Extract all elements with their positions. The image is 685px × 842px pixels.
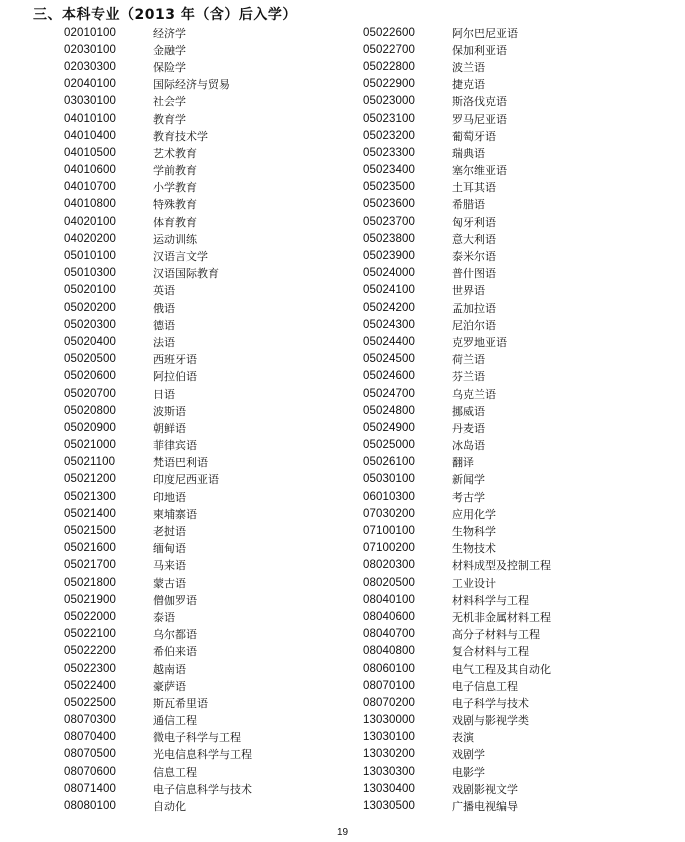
major-code: 02030100 bbox=[64, 43, 116, 56]
major-code: 08070100 bbox=[363, 679, 415, 692]
major-code: 08070200 bbox=[363, 696, 415, 709]
major-name: 塞尔维亚语 bbox=[452, 164, 507, 178]
major-name: 斯洛伐克语 bbox=[452, 95, 507, 109]
major-name: 德语 bbox=[153, 318, 175, 332]
major-row bbox=[64, 712, 252, 729]
major-name: 僧伽罗语 bbox=[153, 593, 197, 607]
major-code: 05024800 bbox=[363, 404, 415, 417]
major-name: 电气工程及其自动化 bbox=[452, 662, 551, 676]
major-row bbox=[64, 591, 252, 608]
major-row bbox=[363, 58, 551, 75]
page-number: 19 bbox=[336, 827, 349, 838]
major-code: 04010600 bbox=[64, 164, 116, 177]
major-name: 柬埔寨语 bbox=[153, 507, 197, 521]
major-row bbox=[363, 437, 551, 454]
major-name: 挪威语 bbox=[452, 404, 485, 418]
major-code: 05024500 bbox=[363, 353, 415, 366]
major-name: 材料科学与工程 bbox=[452, 593, 529, 607]
major-row bbox=[363, 712, 551, 729]
major-name: 无机非金属材料工程 bbox=[452, 610, 551, 624]
major-name: 冰岛语 bbox=[452, 439, 485, 453]
major-row bbox=[64, 144, 252, 161]
major-row bbox=[64, 677, 252, 694]
major-row bbox=[64, 729, 252, 746]
major-code: 05024000 bbox=[363, 267, 415, 280]
major-name: 艺术教育 bbox=[153, 146, 197, 160]
major-code: 02040100 bbox=[64, 78, 116, 91]
major-row bbox=[363, 419, 551, 436]
major-name: 世界语 bbox=[452, 284, 485, 298]
major-code: 05021300 bbox=[64, 490, 116, 503]
major-code: 05023000 bbox=[363, 95, 415, 108]
major-code: 05021700 bbox=[64, 559, 116, 572]
major-code: 08080100 bbox=[64, 800, 116, 813]
major-name: 阿尔巴尼亚语 bbox=[452, 26, 518, 40]
major-row bbox=[64, 24, 252, 41]
major-code: 05022100 bbox=[64, 628, 116, 641]
major-code: 05023100 bbox=[363, 112, 415, 125]
major-row bbox=[363, 505, 551, 522]
major-row bbox=[363, 144, 551, 161]
major-row bbox=[363, 230, 551, 247]
major-code: 05023900 bbox=[363, 250, 415, 263]
major-code: 04020100 bbox=[64, 215, 116, 228]
major-row bbox=[363, 110, 551, 127]
major-name: 菲律宾语 bbox=[153, 439, 197, 453]
major-name: 戏剧与影视学类 bbox=[452, 714, 529, 728]
major-name: 法语 bbox=[153, 335, 175, 349]
major-code: 07100200 bbox=[363, 542, 415, 555]
major-name: 国际经济与贸易 bbox=[153, 78, 230, 92]
major-code: 05026100 bbox=[363, 456, 415, 469]
major-code: 05021800 bbox=[64, 576, 116, 589]
major-row bbox=[64, 333, 252, 350]
major-code: 08060100 bbox=[363, 662, 415, 675]
major-row bbox=[64, 368, 252, 385]
major-code: 05022900 bbox=[363, 78, 415, 91]
major-row bbox=[363, 660, 551, 677]
major-row bbox=[64, 282, 252, 299]
major-name: 匈牙利语 bbox=[452, 215, 496, 229]
major-code: 05021200 bbox=[64, 473, 116, 486]
major-code: 05020600 bbox=[64, 370, 116, 383]
major-code: 02030300 bbox=[64, 60, 116, 73]
major-name: 克罗地亚语 bbox=[452, 335, 507, 349]
major-name: 泰语 bbox=[153, 610, 175, 624]
major-code: 05022800 bbox=[363, 60, 415, 73]
page-title: 三、本科专业（2013 年（含）后入学） bbox=[33, 7, 297, 23]
major-row bbox=[64, 574, 252, 591]
major-row bbox=[363, 385, 551, 402]
major-row bbox=[64, 265, 252, 282]
major-code: 08020500 bbox=[363, 576, 415, 589]
major-row bbox=[64, 127, 252, 144]
major-row bbox=[64, 746, 252, 763]
major-name: 汉语言文学 bbox=[153, 250, 208, 264]
major-row bbox=[363, 729, 551, 746]
major-name: 金融学 bbox=[153, 43, 186, 57]
major-code: 08040800 bbox=[363, 645, 415, 658]
major-name: 保险学 bbox=[153, 60, 186, 74]
major-row bbox=[363, 591, 551, 608]
major-row bbox=[363, 608, 551, 625]
major-row bbox=[363, 282, 551, 299]
major-row bbox=[64, 316, 252, 333]
major-name: 生物科学 bbox=[452, 525, 496, 539]
major-name: 蒙古语 bbox=[153, 576, 186, 590]
major-name: 波兰语 bbox=[452, 60, 485, 74]
major-row bbox=[64, 110, 252, 127]
major-row bbox=[64, 213, 252, 230]
major-name: 电子科学与技术 bbox=[452, 696, 529, 710]
major-row bbox=[363, 127, 551, 144]
major-name: 土耳其语 bbox=[452, 181, 496, 195]
major-name: 西班牙语 bbox=[153, 353, 197, 367]
major-name: 微电子科学与工程 bbox=[153, 731, 241, 745]
major-code: 05021600 bbox=[64, 542, 116, 555]
major-code: 08070300 bbox=[64, 714, 116, 727]
major-code: 05023200 bbox=[363, 129, 415, 142]
major-name: 朝鲜语 bbox=[153, 421, 186, 435]
major-row bbox=[363, 247, 551, 264]
major-name: 运动训练 bbox=[153, 232, 197, 246]
major-row bbox=[64, 557, 252, 574]
major-code: 08070500 bbox=[64, 748, 116, 761]
major-row bbox=[363, 677, 551, 694]
major-row bbox=[64, 471, 252, 488]
major-row bbox=[64, 162, 252, 179]
major-name: 工业设计 bbox=[452, 576, 496, 590]
major-row bbox=[363, 746, 551, 763]
major-name: 教育技术学 bbox=[153, 129, 208, 143]
major-name: 广播电视编导 bbox=[452, 800, 518, 814]
major-name: 小学教育 bbox=[153, 181, 197, 195]
major-code: 04010500 bbox=[64, 146, 116, 159]
major-row bbox=[363, 694, 551, 711]
major-name: 电影学 bbox=[452, 765, 485, 779]
major-code: 05023300 bbox=[363, 146, 415, 159]
major-code: 08040100 bbox=[363, 593, 415, 606]
major-name: 汉语国际教育 bbox=[153, 267, 219, 281]
major-code: 05020300 bbox=[64, 318, 116, 331]
major-code: 05020100 bbox=[64, 284, 116, 297]
major-code: 13030300 bbox=[363, 765, 415, 778]
major-row bbox=[363, 333, 551, 350]
major-name: 荷兰语 bbox=[452, 353, 485, 367]
major-row bbox=[64, 797, 252, 814]
major-name: 葡萄牙语 bbox=[452, 129, 496, 143]
major-row bbox=[363, 368, 551, 385]
major-name: 越南语 bbox=[153, 662, 186, 676]
major-row bbox=[64, 351, 252, 368]
major-name: 希腊语 bbox=[452, 198, 485, 212]
major-name: 高分子材料与工程 bbox=[452, 628, 540, 642]
major-name: 特殊教育 bbox=[153, 198, 197, 212]
major-code: 07030200 bbox=[363, 507, 415, 520]
major-code: 08070400 bbox=[64, 731, 116, 744]
major-name: 新闻学 bbox=[452, 473, 485, 487]
major-code: 13030100 bbox=[363, 731, 415, 744]
major-code: 05022300 bbox=[64, 662, 116, 675]
major-name: 马来语 bbox=[153, 559, 186, 573]
major-code: 13030200 bbox=[363, 748, 415, 761]
major-code: 05022400 bbox=[64, 679, 116, 692]
major-name: 体育教育 bbox=[153, 215, 197, 229]
major-code: 05023400 bbox=[363, 164, 415, 177]
major-name: 希伯来语 bbox=[153, 645, 197, 659]
major-name: 老挝语 bbox=[153, 525, 186, 539]
major-name: 瑞典语 bbox=[452, 146, 485, 160]
major-code: 05022600 bbox=[363, 26, 415, 39]
major-row bbox=[64, 385, 252, 402]
major-row bbox=[363, 24, 551, 41]
major-row bbox=[363, 557, 551, 574]
major-row bbox=[363, 41, 551, 58]
major-code: 08020300 bbox=[363, 559, 415, 572]
major-row bbox=[64, 660, 252, 677]
major-row bbox=[64, 179, 252, 196]
major-code: 05021000 bbox=[64, 439, 116, 452]
major-code: 05021100 bbox=[64, 456, 116, 469]
major-code: 13030400 bbox=[363, 782, 415, 795]
major-name: 罗马尼亚语 bbox=[452, 112, 507, 126]
major-row bbox=[363, 162, 551, 179]
major-row bbox=[64, 540, 252, 557]
major-code: 13030500 bbox=[363, 800, 415, 813]
major-code: 05022000 bbox=[64, 610, 116, 623]
major-name: 考古学 bbox=[452, 490, 485, 504]
major-name: 孟加拉语 bbox=[452, 301, 496, 315]
major-code: 05020400 bbox=[64, 335, 116, 348]
major-row bbox=[363, 76, 551, 93]
major-name: 梵语巴利语 bbox=[153, 456, 208, 470]
major-name: 应用化学 bbox=[452, 507, 496, 521]
major-code: 05021500 bbox=[64, 525, 116, 538]
major-code: 13030000 bbox=[363, 714, 415, 727]
major-row bbox=[363, 643, 551, 660]
major-row bbox=[363, 626, 551, 643]
major-row bbox=[64, 419, 252, 436]
major-code: 05024300 bbox=[363, 318, 415, 331]
major-row bbox=[363, 540, 551, 557]
major-row bbox=[64, 522, 252, 539]
major-row bbox=[64, 230, 252, 247]
major-name: 复合材料与工程 bbox=[452, 645, 529, 659]
major-code: 05021900 bbox=[64, 593, 116, 606]
major-code: 06010300 bbox=[363, 490, 415, 503]
major-name: 光电信息科学与工程 bbox=[153, 748, 252, 762]
major-name: 印地语 bbox=[153, 490, 186, 504]
major-code: 05024100 bbox=[363, 284, 415, 297]
major-row bbox=[64, 763, 252, 780]
major-name: 教育学 bbox=[153, 112, 186, 126]
major-name: 保加利亚语 bbox=[452, 43, 507, 57]
major-row bbox=[363, 763, 551, 780]
major-name: 缅甸语 bbox=[153, 542, 186, 556]
major-code: 05020800 bbox=[64, 404, 116, 417]
major-code: 05023500 bbox=[363, 181, 415, 194]
major-row bbox=[363, 316, 551, 333]
major-name: 翻译 bbox=[452, 456, 474, 470]
major-code: 05023700 bbox=[363, 215, 415, 228]
major-row bbox=[64, 626, 252, 643]
major-code: 04020200 bbox=[64, 232, 116, 245]
major-code: 07100100 bbox=[363, 525, 415, 538]
major-row bbox=[363, 213, 551, 230]
major-name: 材料成型及控制工程 bbox=[452, 559, 551, 573]
major-code: 05024400 bbox=[363, 335, 415, 348]
major-name: 经济学 bbox=[153, 26, 186, 40]
major-row bbox=[64, 694, 252, 711]
major-name: 芬兰语 bbox=[452, 370, 485, 384]
major-code: 05020900 bbox=[64, 421, 116, 434]
major-code: 05020200 bbox=[64, 301, 116, 314]
major-row bbox=[363, 574, 551, 591]
major-code: 05022700 bbox=[363, 43, 415, 56]
major-code: 04010800 bbox=[64, 198, 116, 211]
major-name: 生物技术 bbox=[452, 542, 496, 556]
major-row bbox=[363, 454, 551, 471]
major-code: 05023600 bbox=[363, 198, 415, 211]
major-row bbox=[64, 76, 252, 93]
major-name: 泰米尔语 bbox=[452, 250, 496, 264]
major-row bbox=[363, 488, 551, 505]
major-row bbox=[363, 196, 551, 213]
major-code: 04010400 bbox=[64, 129, 116, 142]
major-row bbox=[363, 351, 551, 368]
major-row bbox=[363, 522, 551, 539]
major-row bbox=[64, 454, 252, 471]
major-code: 05025000 bbox=[363, 439, 415, 452]
major-code: 08040600 bbox=[363, 610, 415, 623]
major-name: 电子信息科学与技术 bbox=[153, 782, 252, 796]
major-row bbox=[363, 797, 551, 814]
major-list-right bbox=[363, 24, 551, 815]
major-name: 俄语 bbox=[153, 301, 175, 315]
major-row bbox=[363, 93, 551, 110]
major-code: 05023800 bbox=[363, 232, 415, 245]
major-code: 05020700 bbox=[64, 387, 116, 400]
major-code: 02010100 bbox=[64, 26, 116, 39]
major-code: 08040700 bbox=[363, 628, 415, 641]
major-row bbox=[64, 780, 252, 797]
major-name: 普什图语 bbox=[452, 267, 496, 281]
major-name: 意大利语 bbox=[452, 232, 496, 246]
major-code: 05021400 bbox=[64, 507, 116, 520]
major-row bbox=[64, 196, 252, 213]
major-code: 05010100 bbox=[64, 250, 116, 263]
major-row bbox=[64, 402, 252, 419]
major-code: 08070600 bbox=[64, 765, 116, 778]
major-name: 波斯语 bbox=[153, 404, 186, 418]
major-code: 04010700 bbox=[64, 181, 116, 194]
major-row bbox=[64, 299, 252, 316]
major-name: 戏剧学 bbox=[452, 748, 485, 762]
major-name: 信息工程 bbox=[153, 765, 197, 779]
major-name: 丹麦语 bbox=[452, 421, 485, 435]
major-name: 阿拉伯语 bbox=[153, 370, 197, 384]
major-row bbox=[363, 179, 551, 196]
major-row bbox=[64, 608, 252, 625]
major-row bbox=[64, 58, 252, 75]
major-name: 乌克兰语 bbox=[452, 387, 496, 401]
major-row bbox=[64, 488, 252, 505]
major-name: 尼泊尔语 bbox=[452, 318, 496, 332]
major-name: 社会学 bbox=[153, 95, 186, 109]
major-list-left bbox=[64, 24, 252, 815]
major-row bbox=[64, 643, 252, 660]
major-row bbox=[363, 402, 551, 419]
major-code: 05024700 bbox=[363, 387, 415, 400]
major-code: 08071400 bbox=[64, 782, 116, 795]
major-name: 英语 bbox=[153, 284, 175, 298]
major-name: 戏剧影视文学 bbox=[452, 782, 518, 796]
major-code: 05022500 bbox=[64, 696, 116, 709]
major-name: 自动化 bbox=[153, 800, 186, 814]
major-row bbox=[363, 471, 551, 488]
major-row bbox=[363, 780, 551, 797]
major-code: 05010300 bbox=[64, 267, 116, 280]
major-code: 04010100 bbox=[64, 112, 116, 125]
major-name: 表演 bbox=[452, 731, 474, 745]
major-name: 斯瓦希里语 bbox=[153, 696, 208, 710]
major-code: 05024600 bbox=[363, 370, 415, 383]
major-code: 05024200 bbox=[363, 301, 415, 314]
major-name: 日语 bbox=[153, 387, 175, 401]
major-row bbox=[64, 41, 252, 58]
major-code: 05024900 bbox=[363, 421, 415, 434]
major-row bbox=[64, 437, 252, 454]
major-row bbox=[64, 247, 252, 264]
major-name: 电子信息工程 bbox=[452, 679, 518, 693]
major-name: 捷克语 bbox=[452, 78, 485, 92]
major-name: 乌尔都语 bbox=[153, 628, 197, 642]
major-row bbox=[64, 505, 252, 522]
major-name: 豪萨语 bbox=[153, 679, 186, 693]
major-name: 学前教育 bbox=[153, 164, 197, 178]
major-name: 印度尼西亚语 bbox=[153, 473, 219, 487]
major-row bbox=[363, 265, 551, 282]
major-row bbox=[64, 93, 252, 110]
major-code: 05022200 bbox=[64, 645, 116, 658]
major-row bbox=[363, 299, 551, 316]
major-code: 05030100 bbox=[363, 473, 415, 486]
major-code: 05020500 bbox=[64, 353, 116, 366]
major-code: 03030100 bbox=[64, 95, 116, 108]
major-name: 通信工程 bbox=[153, 714, 197, 728]
